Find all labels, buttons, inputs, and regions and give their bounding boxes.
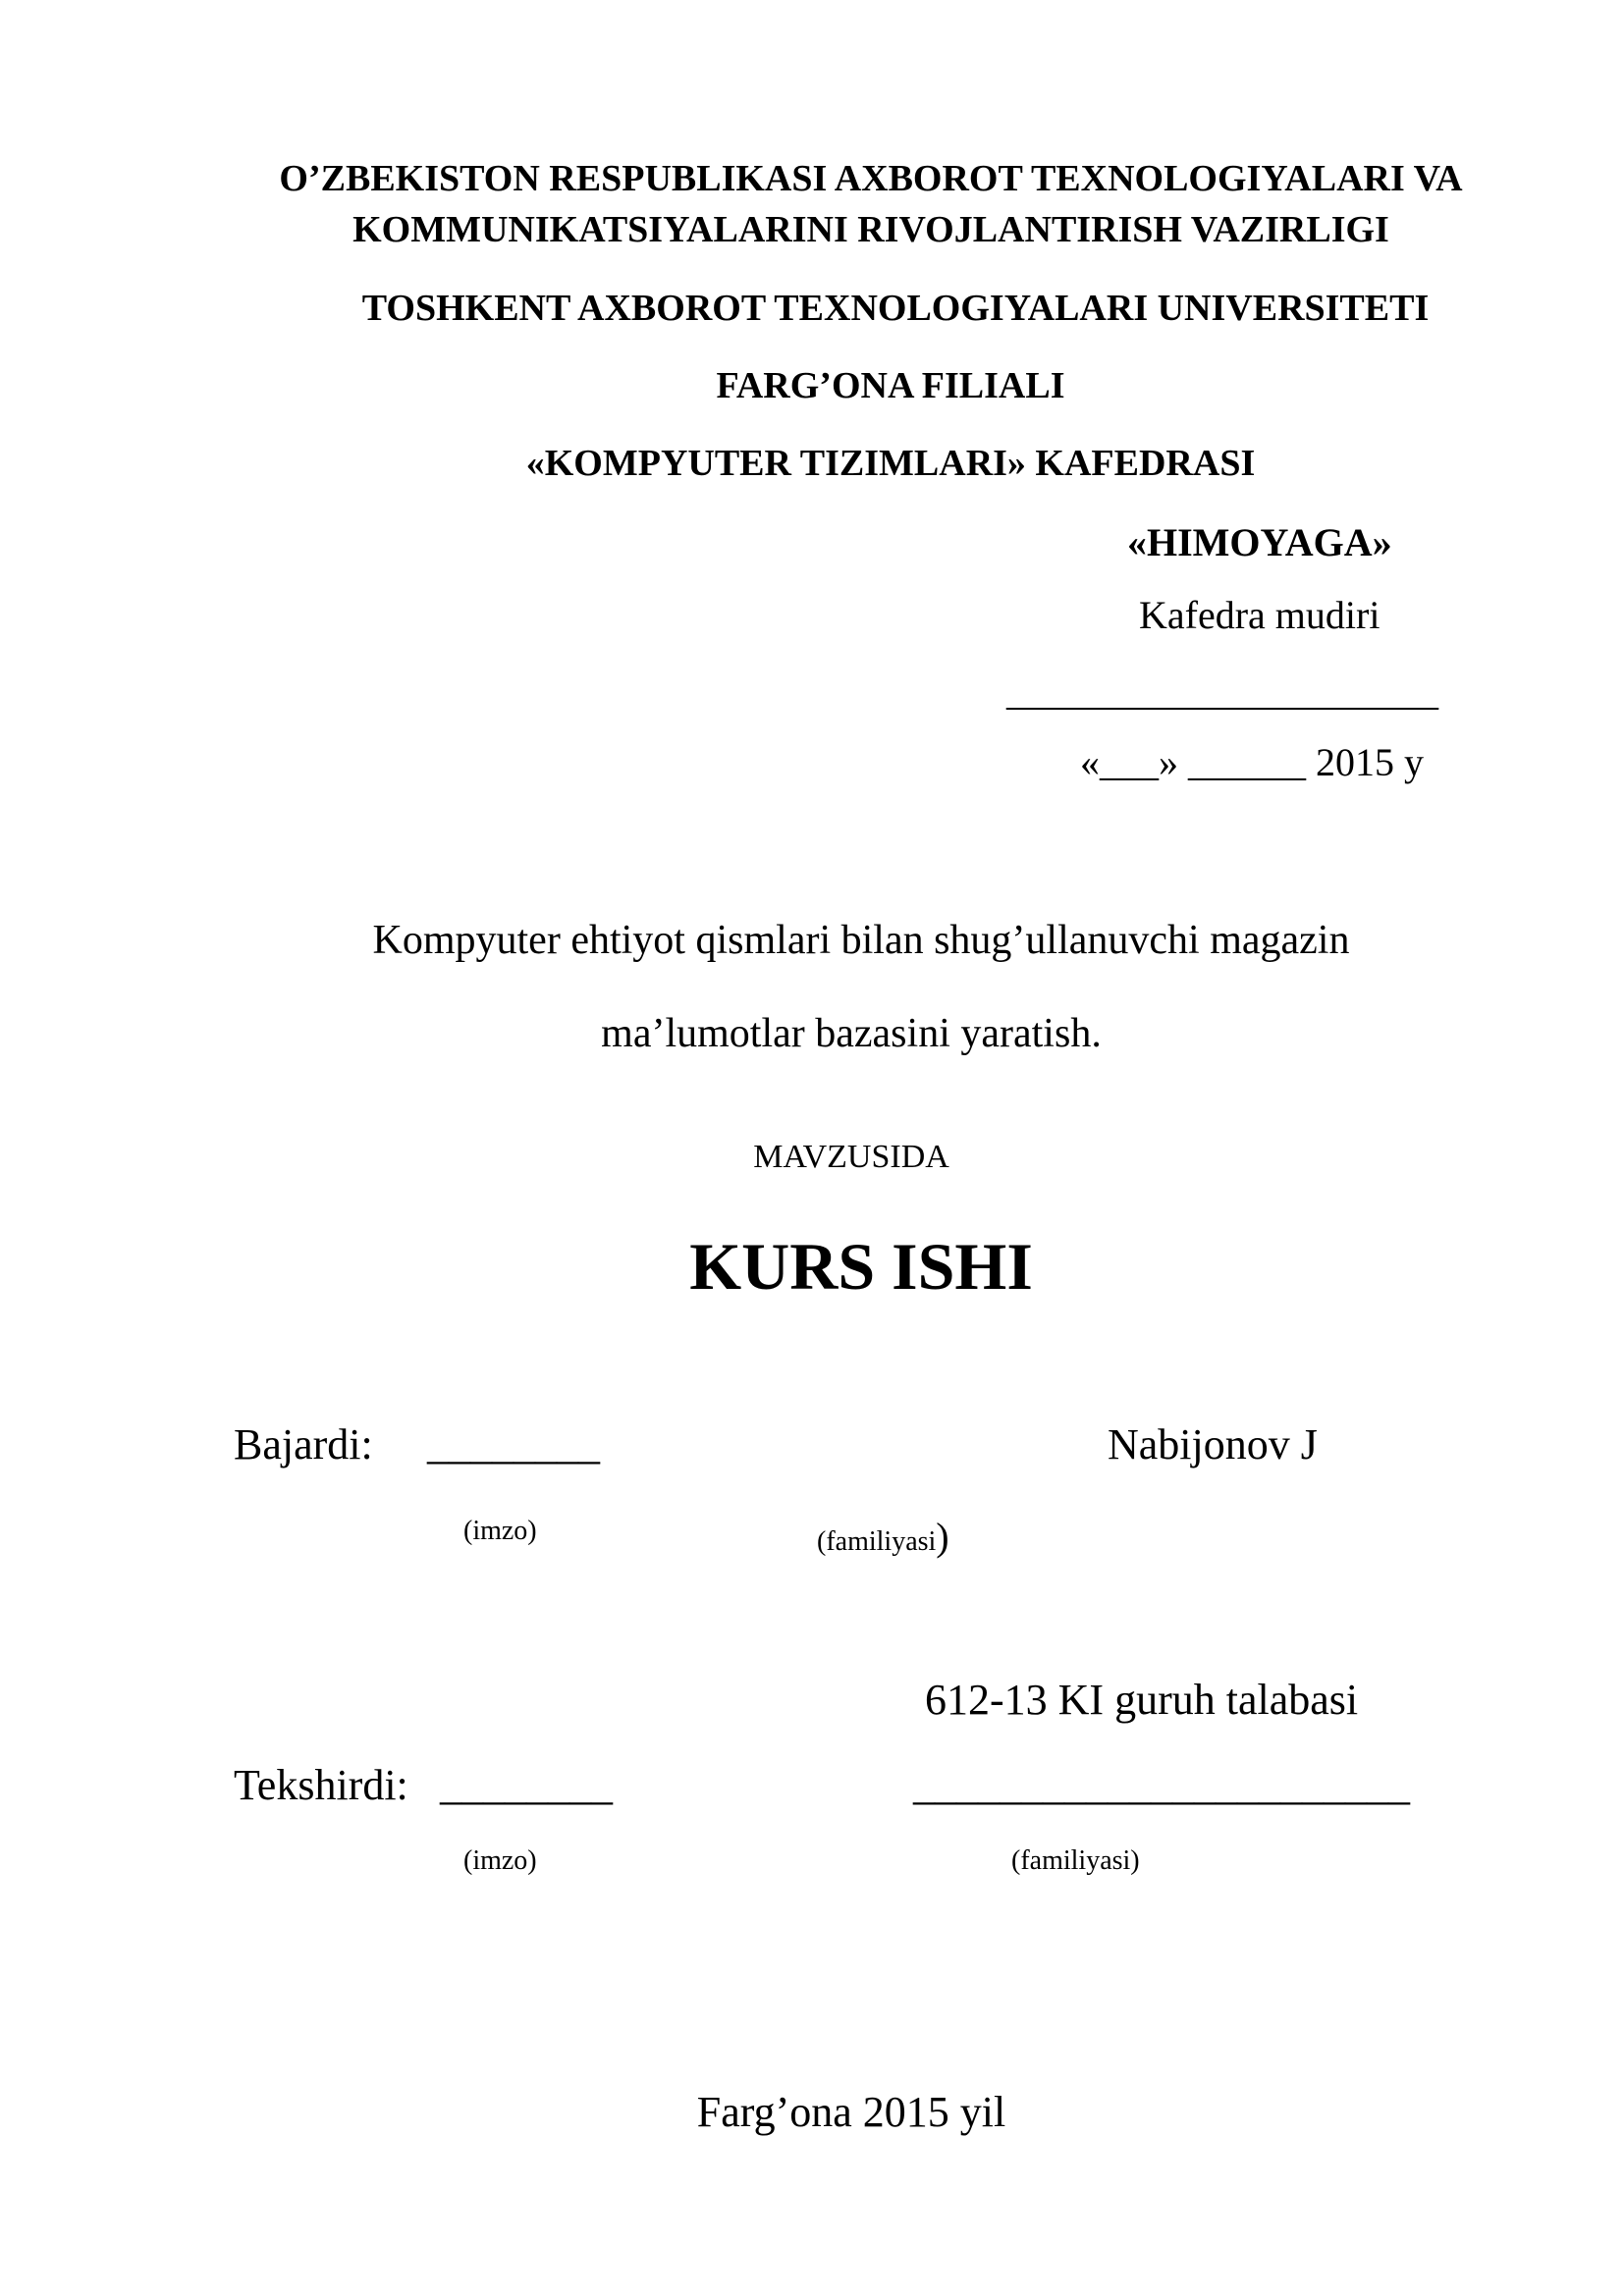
- performed-name: Nabijonov J: [1108, 1420, 1318, 1468]
- approval-date-line: «___» ______ 2015 y: [1080, 740, 1424, 784]
- group-name: 612-13 KI guruh talabasi: [925, 1676, 1359, 1724]
- footer-place-year: Farg’ona 2015 yil: [696, 2088, 1006, 2136]
- performed-signature-blank: ________: [427, 1420, 600, 1468]
- topic-line-2: ma’lumotlar bazasini yaratish.: [601, 1011, 1102, 1056]
- checked-surname-caption: (familiyasi): [1011, 1845, 1140, 1876]
- approval-signature-line: ______________________: [1006, 669, 1438, 714]
- performed-label: Bajardi:: [234, 1420, 373, 1468]
- topic-line-1: Kompyuter ehtiyot qismlari bilan shug’ullanuvchi magazin: [372, 918, 1350, 963]
- ministry-line-2: KOMMUNIKATSIYALARINI RIVOJLANTIRISH VAZIRLIGI: [352, 209, 1389, 250]
- checked-label: Tekshirdi:: [234, 1761, 408, 1809]
- university-name: TOSHKENT AXBOROT TEXNOLOGIYALARI UNIVERSITETI: [361, 288, 1430, 329]
- topic-label: MAVZUSIDA: [753, 1139, 949, 1175]
- performed-surname-caption-paren: ): [936, 1515, 949, 1559]
- checked-signature-caption: (imzo): [463, 1845, 537, 1876]
- approval-role: Kafedra mudiri: [1139, 593, 1380, 637]
- performed-surname-caption: [817, 1515, 949, 1559]
- branch-name: FARG’ONA FILIALI: [716, 365, 1065, 406]
- performed-signature-caption: (imzo): [463, 1516, 537, 1546]
- checked-name-blank: _______________________: [913, 1761, 1410, 1809]
- approval-title: «HIMOYAGA»: [1127, 520, 1392, 564]
- department-name: «KOMPYUTER TIZIMLARI» KAFEDRASI: [525, 443, 1256, 484]
- performed-surname-caption-text: (familiyasi: [817, 1526, 937, 1557]
- ministry-line-1: O’ZBEKISTON RESPUBLIKASI AXBOROT TEXNOLOGIYALARI VA: [279, 158, 1463, 199]
- work-type-title: KURS ISHI: [689, 1229, 1033, 1304]
- checked-signature-blank: ________: [440, 1761, 613, 1809]
